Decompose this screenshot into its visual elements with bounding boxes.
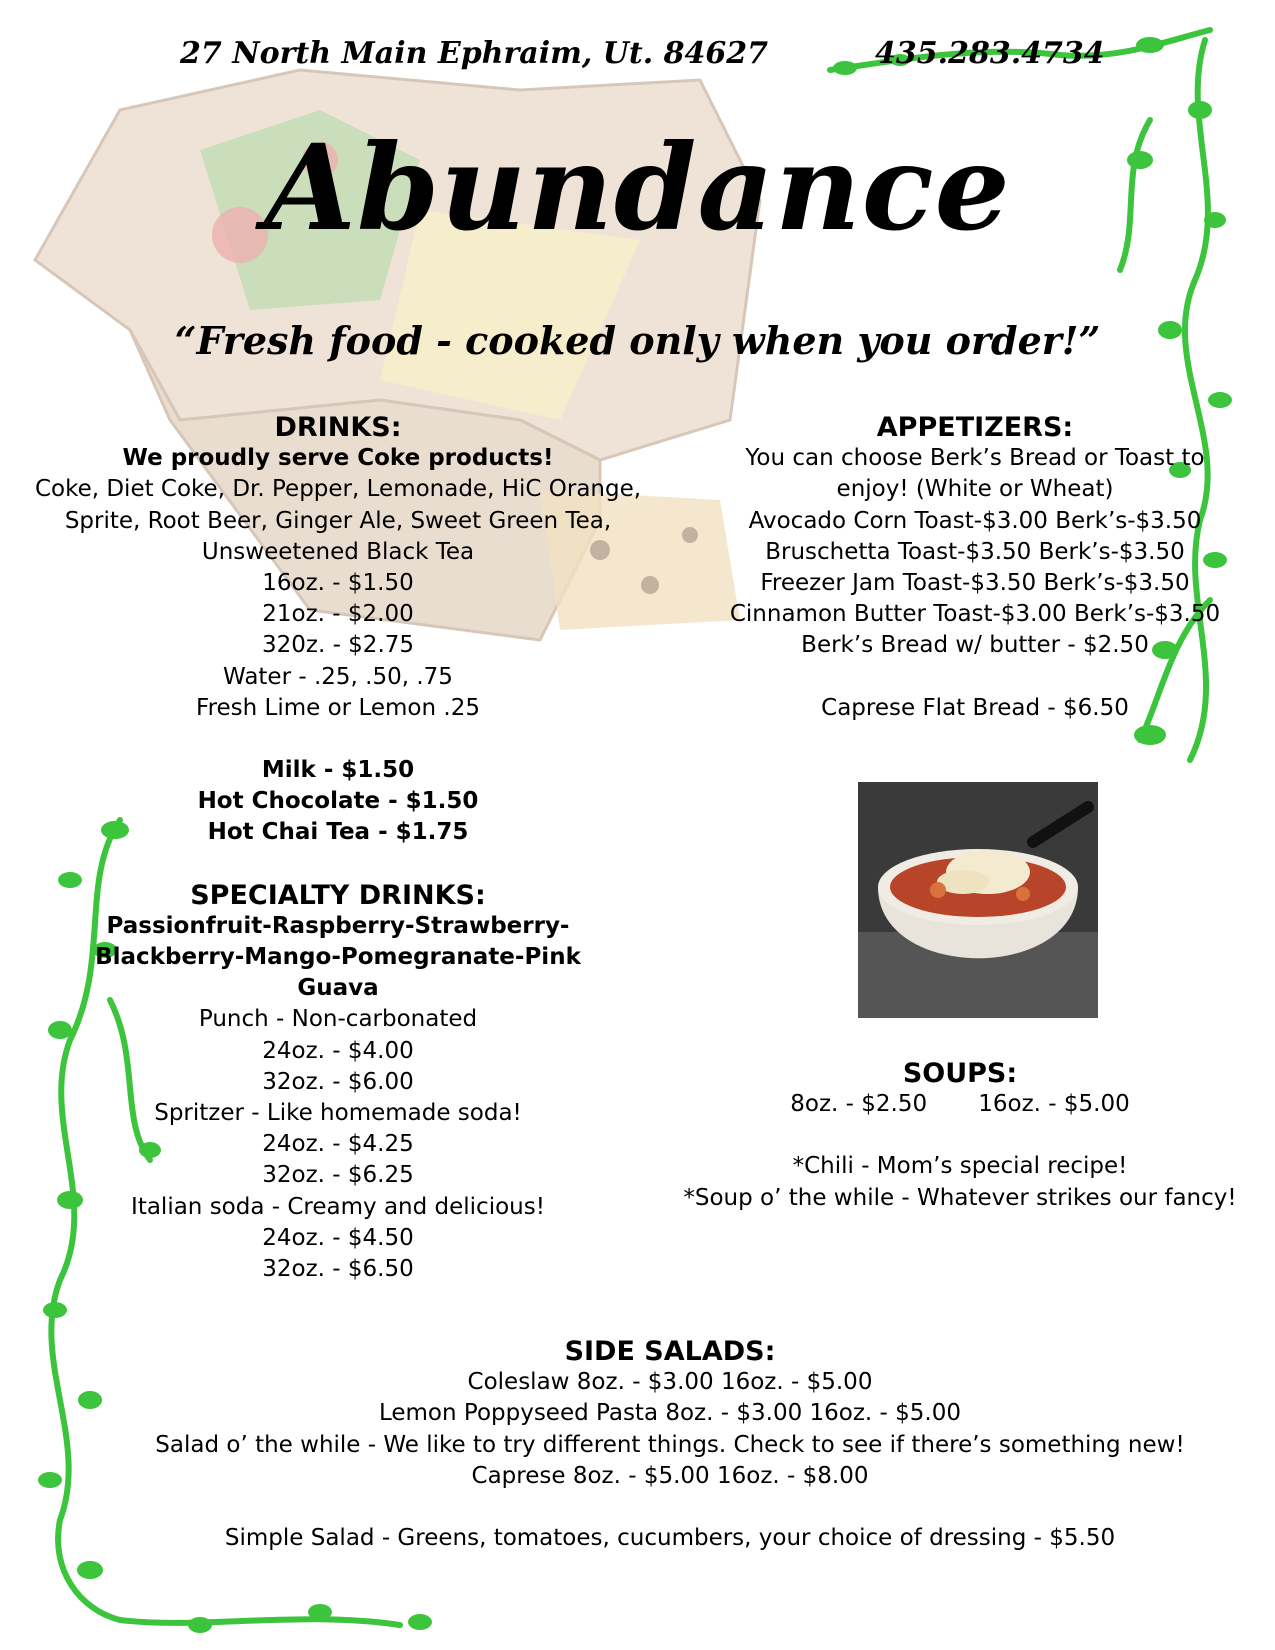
appetizers-heading: APPETIZERS: (876, 412, 1074, 443)
appetizer-item: Cinnamon Butter Toast-$3.00 Berk’s-$3.50 (729, 601, 1221, 628)
drinks-section (28, 412, 648, 1285)
soup-item-while: *Soup o’ the while - Whatever strikes our fancy! (683, 1184, 1237, 1211)
hot-drink-item: Milk - $1.50 (261, 757, 415, 784)
punch-label: Punch - Non-carbonated (198, 1006, 478, 1033)
drink-size-price: 16oz. - $1.50 (262, 570, 414, 597)
italian-soda-label: Italian soda - Creamy and delicious! (131, 1193, 545, 1220)
appetizer-item: Avocado Corn Toast-$3.00 Berk’s-$3.50 (748, 507, 1202, 534)
soups-section (680, 1058, 1240, 1214)
specialty-flavors: Guava (297, 975, 379, 1002)
spritzer-label: Spritzer - Like homemade soda! (154, 1100, 522, 1127)
punch-size-price: 32oz. - $6.00 (262, 1068, 414, 1095)
drinks-list-line: Sprite, Root Beer, Ginger Ale, Sweet Green Tea, (64, 507, 612, 534)
salad-item: Lemon Poppyseed Pasta 8oz. - $3.00 16oz. - $5.00 (378, 1400, 962, 1427)
simple-salad-item: Simple Salad - Greens, tomatoes, cucumbers, your choice of dressing - $5.50 (224, 1525, 1116, 1552)
side-salads-heading: SIDE SALADS: (564, 1336, 776, 1367)
appetizers-intro: You can choose Berk’s Bread or Toast to (745, 445, 1205, 472)
spritzer-size-price: 32oz. - $6.25 (262, 1162, 414, 1189)
water-price: Water - .25, .50, .75 (223, 663, 453, 690)
hot-drink-item: Hot Chai Tea - $1.75 (207, 819, 469, 846)
tagline: “Fresh food - cooked only when you order!” (174, 318, 1101, 363)
italian-soda-size-price: 24oz. - $4.50 (262, 1224, 414, 1251)
phone-number[interactable]: 435.283.4734 (875, 36, 1105, 71)
address: 27 North Main Ephraim, Ut. 84627 (180, 36, 769, 71)
restaurant-title: Abundance (264, 118, 1011, 257)
salad-item: Salad o’ the while - We like to try different things. Check to see if there’s something new! (155, 1431, 1185, 1458)
side-salads-section (140, 1336, 1200, 1554)
drinks-list-line: Coke, Diet Coke, Dr. Pepper, Lemonade, HiC Orange, (34, 476, 642, 503)
hot-drink-item: Hot Chocolate - $1.50 (197, 788, 479, 815)
appetizers-section (725, 412, 1225, 724)
specialty-drinks-heading: SPECIALTY DRINKS: (190, 879, 486, 911)
appetizers-intro: enjoy! (White or Wheat) (836, 476, 1114, 503)
soup-bowl-photo (858, 782, 1098, 1018)
soup-size-prices: 8oz. - $2.50 16oz. - $5.00 (790, 1091, 1130, 1118)
italian-soda-size-price: 32oz. - $6.50 (262, 1256, 414, 1283)
salad-item: Caprese 8oz. - $5.00 16oz. - $8.00 (471, 1462, 869, 1489)
soups-heading: SOUPS: (902, 1058, 1018, 1089)
appetizer-item: Freezer Jam Toast-$3.50 Berk’s-$3.50 (760, 570, 1190, 597)
drinks-note: We proudly serve Coke products! (122, 445, 554, 472)
punch-size-price: 24oz. - $4.00 (262, 1037, 414, 1064)
specialty-flavors: Blackberry-Mango-Pomegranate-Pink (95, 944, 581, 971)
spritzer-size-price: 24oz. - $4.25 (262, 1131, 414, 1158)
specialty-flavors: Passionfruit-Raspberry-Strawberry- (106, 912, 570, 939)
flatbread-item: Caprese Flat Bread - $6.50 (821, 694, 1129, 721)
soup-item-chili: *Chili - Mom’s special recipe! (792, 1153, 1128, 1180)
salad-item: Coleslaw 8oz. - $3.00 16oz. - $5.00 (467, 1369, 873, 1396)
drinks-heading: DRINKS: (274, 412, 402, 443)
drink-size-price: 21oz. - $2.00 (262, 601, 414, 628)
appetizer-item: Berk’s Bread w/ butter - $2.50 (801, 632, 1149, 659)
drinks-list-line: Unsweetened Black Tea (201, 538, 475, 565)
appetizer-item: Bruschetta Toast-$3.50 Berk’s-$3.50 (765, 538, 1185, 565)
lime-lemon-price: Fresh Lime or Lemon .25 (196, 694, 480, 721)
drink-size-price: 320z. - $2.75 (261, 632, 415, 659)
